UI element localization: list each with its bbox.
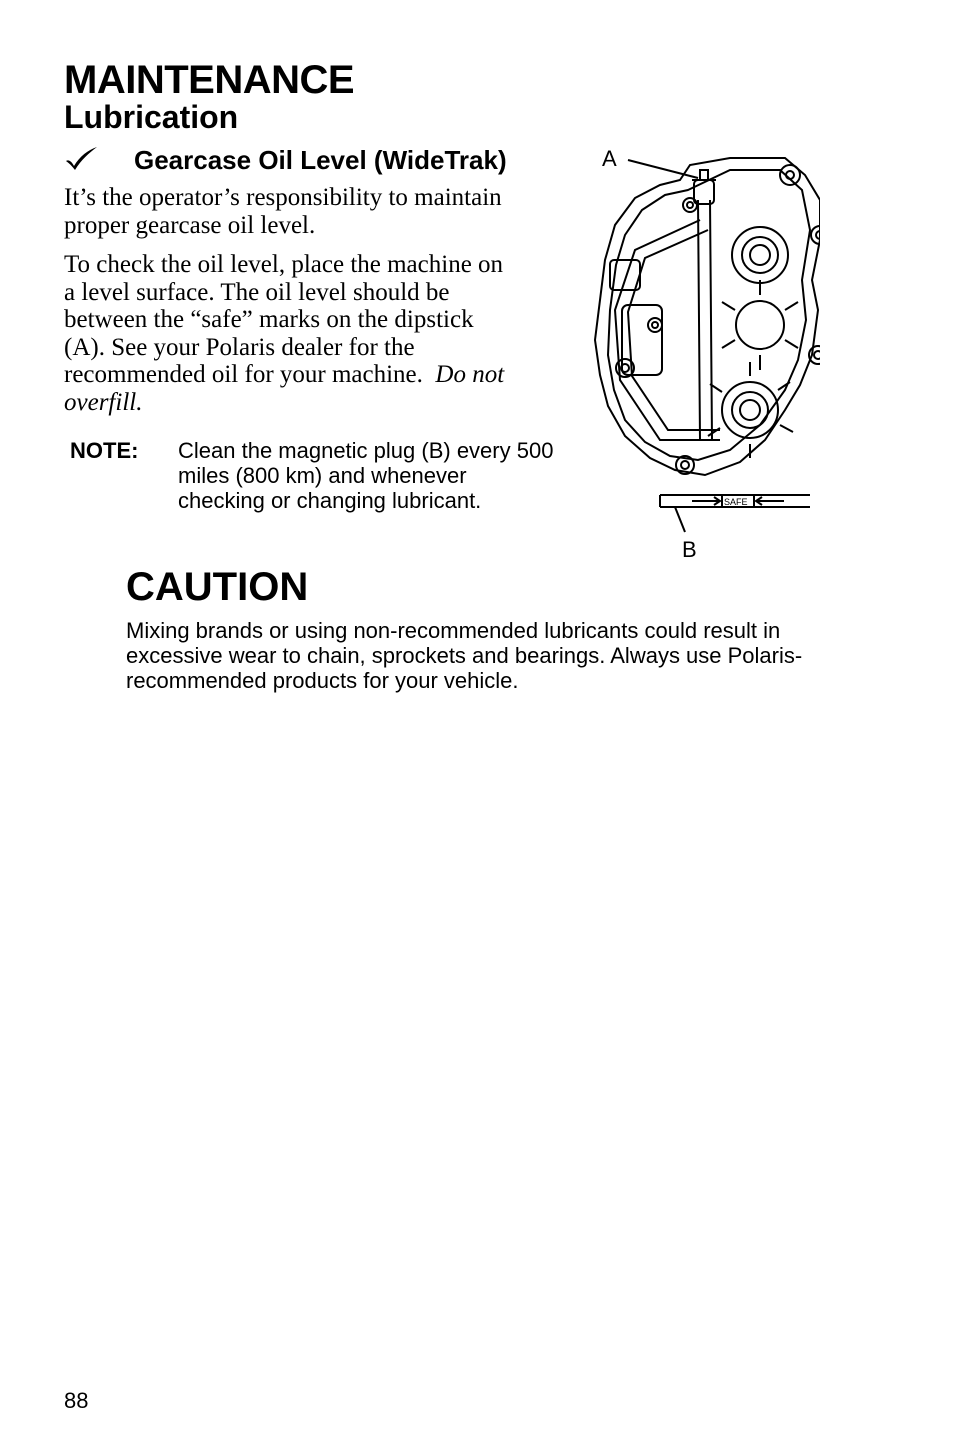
paragraph-check-oil-text: To check the oil level, place the machine on a level surface. The oil level should be between the “safe” marks on the dipstick (A). See your Polaris dealer for the recommended oil for your machine. [64,251,504,389]
gearcase-illustration [580,140,820,565]
paragraph-check-oil [64,251,514,417]
note-text: Clean the magnetic plug (B) every 500 miles (800 km) and whenever checking or changing lubricant. [178,438,554,513]
page-number: 88 [64,1388,89,1413]
label-a: A [602,146,617,171]
checkmark-icon [64,144,100,172]
subsection-title: Lubrication [64,99,239,135]
label-b: B [682,537,697,562]
section-title: MAINTENANCE [64,58,355,102]
note-label: NOTE: [70,438,139,463]
caution-text: Mixing brands or using non-recommended lubricants could result in excessive wear to chain, sprockets and bearings. Always use Polaris-recommended products for your vehicle. [126,618,803,693]
dipstick-safe-mark: SAFE [724,497,748,507]
topic-title: Gearcase Oil Level (WideTrak) [134,145,507,175]
caution-title: CAUTION [126,565,309,609]
overfill-warning: Do not overfill. [64,361,505,416]
paragraph-responsibility: It’s the operator’s responsibility to maintain proper gearcase oil level. [64,184,502,239]
